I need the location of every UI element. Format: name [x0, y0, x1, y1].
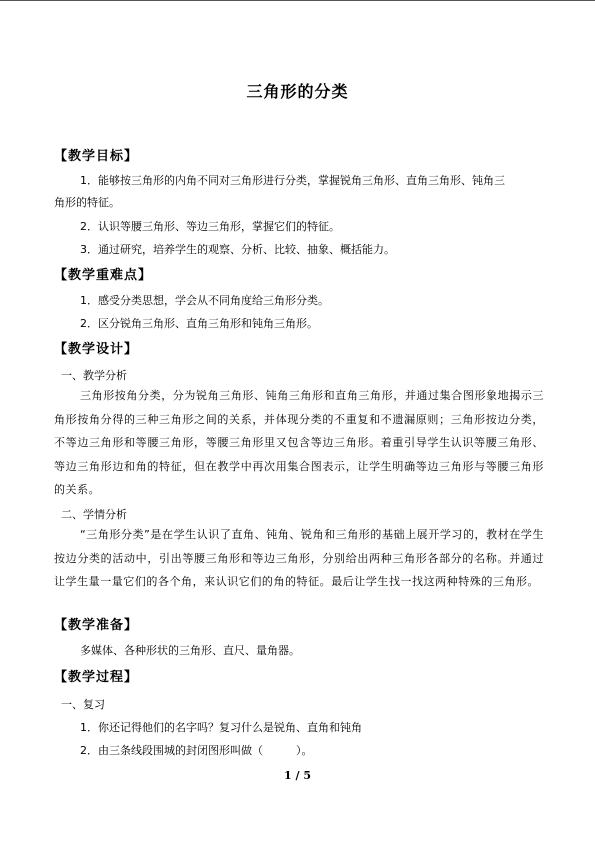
document-title: 三角形的分类 — [246, 82, 349, 101]
objective-item-1b: 角形的特征。 — [54, 196, 120, 209]
design-paragraph-learners: “三角形分类”是在学生认识了直角、钝角、锐角和三角形的基础上展开学习的，教材在学生按边分类的活动中，引出等腰三角形和等边三角形，分别给出两种三角形各部分的名称。并通过让学生量一量它们的各个角，来认识它们的角的特征。最后让学生找一找这两种特殊的三角形。 — [54, 528, 544, 588]
process-item-1: 1．你还记得他们的名字吗？复习什么是锐角、直角和钝角 — [80, 721, 362, 734]
process-item-2: 2．由三条线段围城的封闭图形叫做（ ）。 — [80, 744, 313, 757]
design-subheading-learners: 二、学情分析 — [61, 508, 127, 521]
section-heading-preparation: 【教学准备】 — [54, 618, 139, 633]
key-point-item-1: 1．感受分类思想，学会从不同角度给三角形分类。 — [80, 294, 329, 307]
process-subheading-review: 一、复习 — [61, 698, 105, 711]
objective-item-1a: 1．能够按三角形的内角不同对三角形进行分类，掌握锐角三角形、直角三角形、钝角三 — [80, 174, 505, 187]
section-heading-objectives: 【教学目标】 — [54, 149, 139, 164]
section-heading-key-points: 【教学重难点】 — [54, 268, 153, 283]
section-heading-process: 【教学过程】 — [54, 670, 139, 685]
objective-item-2: 2．认识等腰三角形、等边三角形，掌握它们的特征。 — [80, 220, 340, 233]
preparation-text: 多媒体、各种形状的三角形、直尺、量角器。 — [80, 644, 300, 657]
key-point-item-2: 2．区分锐角三角形、直角三角形和钝角三角形。 — [80, 317, 318, 330]
section-heading-design: 【教学设计】 — [54, 342, 139, 357]
objective-item-3: 3．通过研究，培养学生的观察、分析、比较、抽象、概括能力。 — [80, 243, 395, 256]
design-subheading-analysis: 一、教学分析 — [61, 369, 127, 382]
page-number: 1 / 5 — [284, 769, 311, 782]
design-paragraph-analysis: 三角形按角分类，分为锐角三角形、钝角三角形和直角三角形，并通过集合图形象地揭示三角形按角分得的三种三角形之间的关系，并体现分类的不重复和不遗漏原则；三角形按边分类，不等边三角形和等腰三角形，等腰三角形里又包含等边三角形。着重引导学生认识等腰三角形、等边三角形边和角的特征，但在教学中再次用集合图表示，让学生明确等边三角形与等腰三角形的关系。 — [54, 389, 544, 496]
